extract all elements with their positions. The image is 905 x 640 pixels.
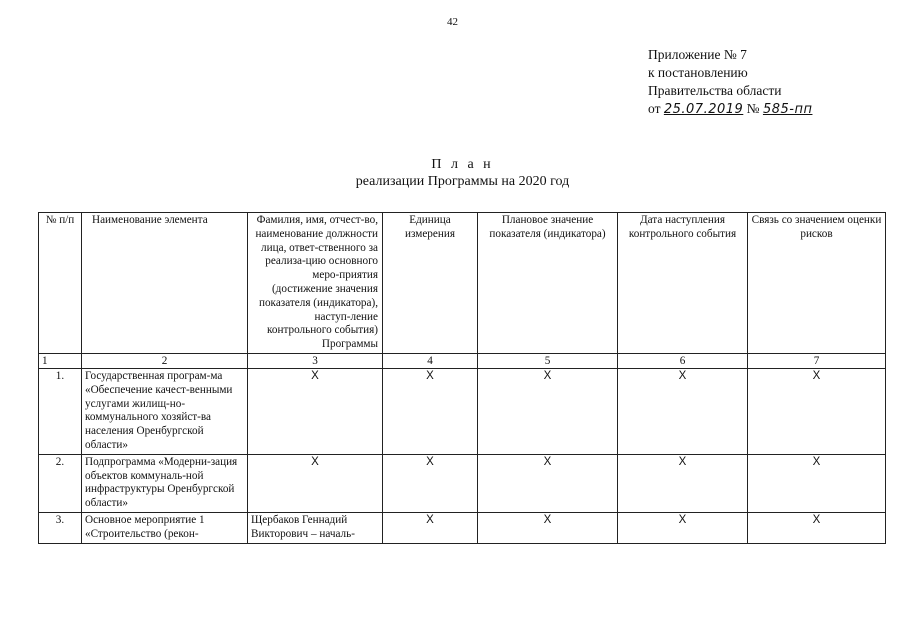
column-number: 6 (618, 353, 748, 368)
table-row (39, 454, 886, 512)
appendix-government: Правительства области (648, 83, 782, 98)
handwritten-date: 25.07.2019 (663, 102, 744, 117)
column-number: 2 (82, 353, 248, 368)
header-unit: Единица измерения (383, 213, 478, 354)
column-number: 3 (248, 353, 383, 368)
appendix-resolution: к постановлению (648, 65, 748, 80)
plan-title (0, 156, 905, 190)
column-number: 1 (39, 353, 82, 368)
row-element-name: Основное мероприятие 1 «Строительство (рекон- (82, 512, 248, 543)
row-planned-value: X (478, 368, 618, 454)
page-number: 42 (447, 16, 458, 28)
header-control-date: Дата наступления контрольного события (618, 213, 748, 354)
appendix-block (648, 46, 812, 119)
header-number: № п/п (39, 213, 82, 354)
header-responsible: Фамилия, имя, отчест-во, наименование должности лица, ответ-ственного за реализа-цию основного меро-приятия (достижение значения показателя (индикатора), наступ-ление контрольного события) Программы (248, 213, 383, 354)
row-control-date: X (618, 512, 748, 543)
table-header-row (39, 213, 886, 354)
row-planned-value: X (478, 512, 618, 543)
row-risk-link: X (748, 368, 886, 454)
row-unit: X (383, 512, 478, 543)
header-element-name: Наименование элемента (82, 213, 248, 354)
appendix-title: Приложение № 7 (648, 47, 747, 62)
table-row (39, 512, 886, 543)
row-number: 1. (39, 368, 82, 454)
column-number: 5 (478, 353, 618, 368)
plan-title-subtitle: реализации Программы на 2020 год (355, 174, 570, 189)
table-row (39, 368, 886, 454)
row-control-date: X (618, 454, 748, 512)
row-planned-value: X (478, 454, 618, 512)
header-risk-link: Связь со значением оценки рисков (748, 213, 886, 354)
row-risk-link: X (748, 512, 886, 543)
row-unit: X (383, 454, 478, 512)
row-risk-link: X (748, 454, 886, 512)
column-number: 7 (748, 353, 886, 368)
handwritten-number: 585-пп (762, 102, 813, 117)
column-number: 4 (383, 353, 478, 368)
row-element-name: Подпрограмма «Модерни-зация объектов коммуналь-ной инфраструктуры Оренбургской области» (82, 454, 248, 512)
appendix-date-line (648, 100, 812, 119)
row-unit: X (383, 368, 478, 454)
number-prefix: № (746, 101, 760, 116)
row-responsible: X (248, 368, 383, 454)
header-planned-value: Плановое значение показателя (индикатора) (478, 213, 618, 354)
date-prefix: от (648, 101, 661, 116)
plan-title-main: П л а н (431, 157, 494, 172)
row-control-date: X (618, 368, 748, 454)
row-responsible: Щербаков Геннадий Викторович – началь- (248, 512, 383, 543)
plan-table (38, 212, 886, 544)
row-responsible: X (248, 454, 383, 512)
column-number-row (39, 353, 886, 368)
row-number: 2. (39, 454, 82, 512)
row-number: 3. (39, 512, 82, 543)
row-element-name: Государственная програм-ма «Обеспечение качест-венными услугами жилищ-но-коммунального хозяйст-ва населения Оренбургской области» (82, 368, 248, 454)
